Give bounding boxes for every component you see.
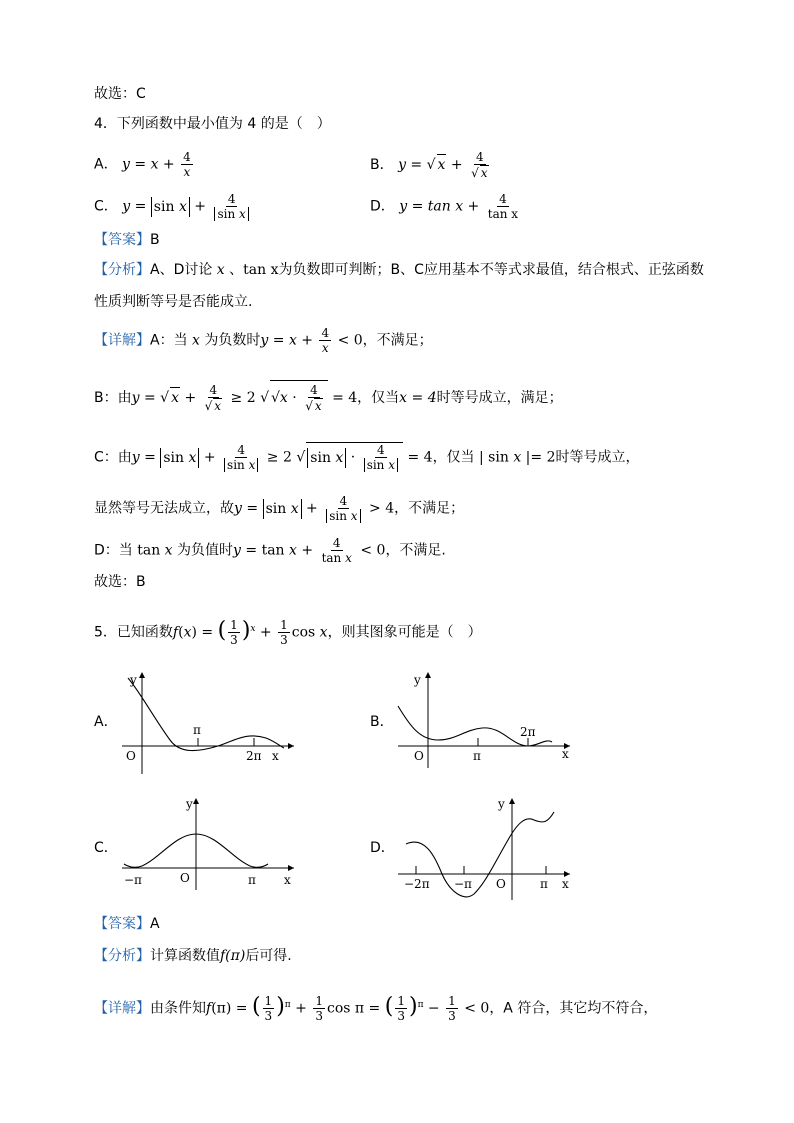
text: 由条件知 xyxy=(150,1000,206,1017)
q4-stem: 4．下列函数中最小值为 4 的是（ ） xyxy=(94,116,331,132)
numerator: 4 xyxy=(475,150,484,164)
answer-value: A xyxy=(150,916,160,932)
q5-label-d: D． xyxy=(370,840,395,856)
q4-option-a xyxy=(94,150,195,179)
tick-label: π xyxy=(193,723,201,737)
q4-option-c: C． y = sin x + $\frac{4}{\text{sin x}}$ xyxy=(94,192,253,221)
q4-analysis-line1: 【分析】A、D讨论 x 、tan x为负数即可判断；B、C应用基本不等式求最值，结合根式、正弦函数 xyxy=(94,262,704,278)
origin-label: O xyxy=(126,749,136,763)
text: 为负值时 xyxy=(177,542,234,559)
option-label: B． xyxy=(370,157,394,173)
y-axis-label: y xyxy=(130,673,137,687)
text: C：由 xyxy=(94,449,132,466)
analysis-tag: 【分析】 xyxy=(94,262,150,278)
fraction xyxy=(181,150,193,179)
q4-choice: 故选：B xyxy=(94,574,146,590)
graph-d xyxy=(394,794,574,904)
text: 计算函数值 xyxy=(150,948,220,964)
math-expr: f(π) xyxy=(220,948,246,964)
denominator: tan x xyxy=(487,207,519,221)
text: D：当 xyxy=(94,542,133,559)
text: 显然等号无法成立，故 xyxy=(94,500,234,517)
text: 、 xyxy=(229,262,244,278)
fraction: $\frac{4}{\text{sin x}}$ xyxy=(212,192,250,221)
x-axis-label: x xyxy=(562,747,569,761)
numerator: 4 xyxy=(499,192,507,206)
text: 5．已知函数 xyxy=(94,624,173,641)
q5-stem: 5．已知函数f(x) = ( $\frac{1}{3}$ )$^x$ + $\frac{1}{3}$ cos x，则其图象可能是（ ） xyxy=(94,617,482,647)
q4-detail-c2: 显然等号无法成立，故y = sin x + $\frac{4}{\text{sin x}}$ > 4，不满足； xyxy=(94,494,465,523)
text: 后可得. xyxy=(245,948,292,964)
tick-label: π xyxy=(248,873,256,887)
text: ，则其图象可能是（ ） xyxy=(327,624,482,641)
tick-label: 2π xyxy=(520,725,536,739)
option-label: C． xyxy=(94,198,118,215)
tick-label: −π xyxy=(124,873,142,887)
y-axis-label: y xyxy=(414,673,421,687)
tick-label: 2π xyxy=(246,749,262,763)
text: 为负数时 xyxy=(204,332,261,349)
fraction xyxy=(486,192,520,221)
q4-detail-d: D：当 tan x 为负值时y = tan x + $\frac{4}{\text{tan x}}$ < 0，不满足. xyxy=(94,536,446,565)
text: ，A 符合，其它均不符合， xyxy=(489,1000,658,1017)
q5-analysis xyxy=(94,946,292,966)
origin-label: O xyxy=(496,877,506,891)
text: 时等号成立， xyxy=(555,449,640,466)
analysis-tag: 【分析】 xyxy=(94,948,150,964)
numerator: 4 xyxy=(227,192,236,206)
prev-choice: 故选：C xyxy=(94,86,146,102)
q4-option-b: B． y = √ x + $\frac{4}{√ x}$ xyxy=(370,150,493,180)
tick-label: π xyxy=(473,749,481,763)
text: 时等号成立，满足； xyxy=(436,390,563,406)
q5-answer xyxy=(94,914,160,934)
detail-tag: 【详解】 xyxy=(94,332,150,349)
q4-detail-c: C：由y = sin x + $\frac{4}{\text{sin x}}$ ≥ 2 √ sin x · $\frac{4}{\text{sin x}}$ = 4，仅当 | sin x |= 2时等号成立， xyxy=(94,443,640,472)
math-expr: y = tan x + xyxy=(399,198,484,215)
text: ，不满足； xyxy=(394,500,465,517)
graph-a xyxy=(118,668,298,778)
q4-analysis-line2: 性质判断等号是否能成立. xyxy=(94,294,253,310)
q4-detail-b: B：由y = √ x + $\frac{4}{√ x}$ ≥ 2 √ √x · $\frac{4}{√ x}$ = 4，仅当x = 4时等号成立，满足； xyxy=(94,380,563,413)
q5-label-a: A． xyxy=(94,714,118,730)
option-label: D． xyxy=(370,198,395,215)
math-expr: y = xyxy=(398,157,427,173)
q4-option-d xyxy=(370,192,522,221)
q4-answer xyxy=(94,230,160,250)
tick-label: −π xyxy=(454,877,472,891)
answer-value: B xyxy=(150,232,160,248)
answer-tag: 【答案】 xyxy=(94,232,150,248)
fraction: $\frac{4}{√ x}$ xyxy=(471,150,488,180)
denominator: x xyxy=(183,165,191,179)
tick-label: π xyxy=(540,877,548,891)
answer-tag: 【答案】 xyxy=(94,916,150,932)
text: 为负数即可判断；B、C应用基本不等式求最值，结合根式、正弦函数 xyxy=(278,262,704,278)
text: A、D讨论 xyxy=(150,262,213,278)
origin-label: O xyxy=(414,749,424,763)
origin-label: O xyxy=(180,871,190,885)
graph-b xyxy=(394,668,574,778)
x-axis-label: x xyxy=(272,749,279,763)
y-axis-label: y xyxy=(498,797,505,811)
math-expr: tan x xyxy=(243,262,279,278)
text: A：当 xyxy=(150,332,188,349)
x-axis-label: x xyxy=(562,877,569,891)
text: ，不满足. xyxy=(385,542,446,559)
q5-label-c: C． xyxy=(94,840,118,856)
detail-tag: 【详解】 xyxy=(94,1000,150,1017)
text: ，仅当 xyxy=(432,449,475,466)
y-axis-label: y xyxy=(186,797,193,811)
text: B：由 xyxy=(94,390,132,406)
math-expr: x = 4 xyxy=(399,390,437,406)
text: ，仅当 xyxy=(357,390,400,406)
text: ，不满足； xyxy=(362,332,433,349)
numerator: 4 xyxy=(183,150,191,164)
q5-detail: 【详解】由条件知f(π) = ( $\frac{1}{3}$ )$^\pi$ + $\frac{1}{3}$ cos π = ( $\frac{1}{3}$ )$^\pi$ − $\frac{1}{3}$ < 0，A 符合，其它均不符合， xyxy=(94,993,658,1023)
option-label: A． xyxy=(94,156,118,173)
x-axis-label: x xyxy=(284,873,291,887)
math-expr: y = x + xyxy=(122,156,180,173)
q4-detail-a: 【详解】A：当 x 为负数时y = x + $\frac{4}{x}$ < 0，不满足； xyxy=(94,326,433,355)
q5-label-b: B． xyxy=(370,714,394,730)
graph-c xyxy=(118,794,298,894)
tick-label: −2π xyxy=(404,877,430,891)
